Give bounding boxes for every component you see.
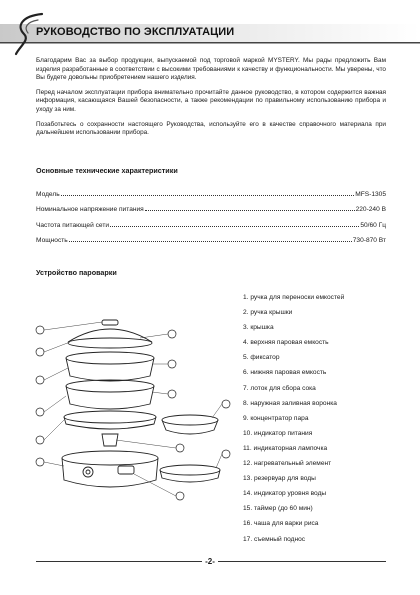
page-number [0,557,420,566]
list-item: 10. индикатор питания [243,429,313,437]
intro-paragraph-2: Перед началом эксплуатации прибора внимательно прочитайте данное руководство, в котором содержится важная информация, касающаяся Вашей безопасности, а также рекомендации по правильному использованию прибора и уходу за ним. [36,88,386,113]
intro-paragraph-3: Позаботьтесь о сохранности настоящего Руководства, используйте его в качестве справочного материала при дальнейшем использовании прибора. [36,120,386,137]
specs-heading: Основные технические характеристики [36,166,178,175]
parts-list [243,294,403,551]
spec-value: 730-870 Вт [352,237,386,244]
leader-dots [145,210,355,211]
specs-table [36,182,386,244]
steamer-diagram [30,312,240,504]
swirl-decoration-icon [12,10,46,64]
list-item: 12. нагревательный элемент [243,460,332,468]
list-item: 3. крышка [243,324,274,332]
list-item: 5. фиксатор [243,354,280,362]
spec-value: 50/60 Гц [360,221,386,229]
spec-value: 220-240 В [355,206,386,213]
list-item: 1. ручка для переноски емкостей [243,294,345,301]
leader-dots [61,195,355,196]
list-item: 14. индикатор уровня воды [243,490,327,498]
spec-row-power [36,229,386,245]
device-heading: Устройство пароварки [36,268,117,277]
leader-dots [110,226,359,227]
spec-row-voltage [36,198,386,214]
list-item: 17. съемный поднос [243,535,306,543]
list-item: 2. ручка крышки [243,309,293,317]
spec-row-frequency [36,213,386,229]
list-item: 13. резервуар для воды [243,475,316,483]
intro-paragraph-1: Благодарим Вас за выбор продукции, выпускаемой под торговой маркой MYSTERY. Мы рады предложить Вам изделия разработанные в соответствии с высокими требованиями к качеству и функциональности. Мы уверены, что Вы будете довольны приобретением нашего изделия. [36,57,386,82]
spec-label: Мощность [36,237,68,244]
list-item: 16. чаша для варки риса [243,520,319,528]
page-title: РУКОВОДСТВО ПО ЭКСПЛУАТАЦИИ [36,26,235,38]
spec-label: Номинальное напряжение питания [36,206,144,213]
list-item: 6. нижняя паровая емкость [243,369,327,377]
list-item: 15. таймер (до 60 мин) [243,505,313,513]
spec-value: MFS-1305 [355,190,386,198]
list-item: 8. наружная заливная воронка [243,399,337,407]
spec-label: Частота питающей сети [36,221,110,229]
intro-text [36,57,386,144]
page-number-label: -2- [202,557,218,566]
leader-dots [69,241,352,242]
list-item: 7. лоток для сбора сока [243,384,316,392]
spec-label: Модель [36,190,60,198]
header-bar [0,22,420,44]
list-item: 4. верхняя паровая емкость [243,339,329,347]
list-item: 9. концентратор пара [243,414,309,422]
list-item: 11. индикаторная лампочка [243,444,328,452]
spec-row-model [36,182,386,198]
